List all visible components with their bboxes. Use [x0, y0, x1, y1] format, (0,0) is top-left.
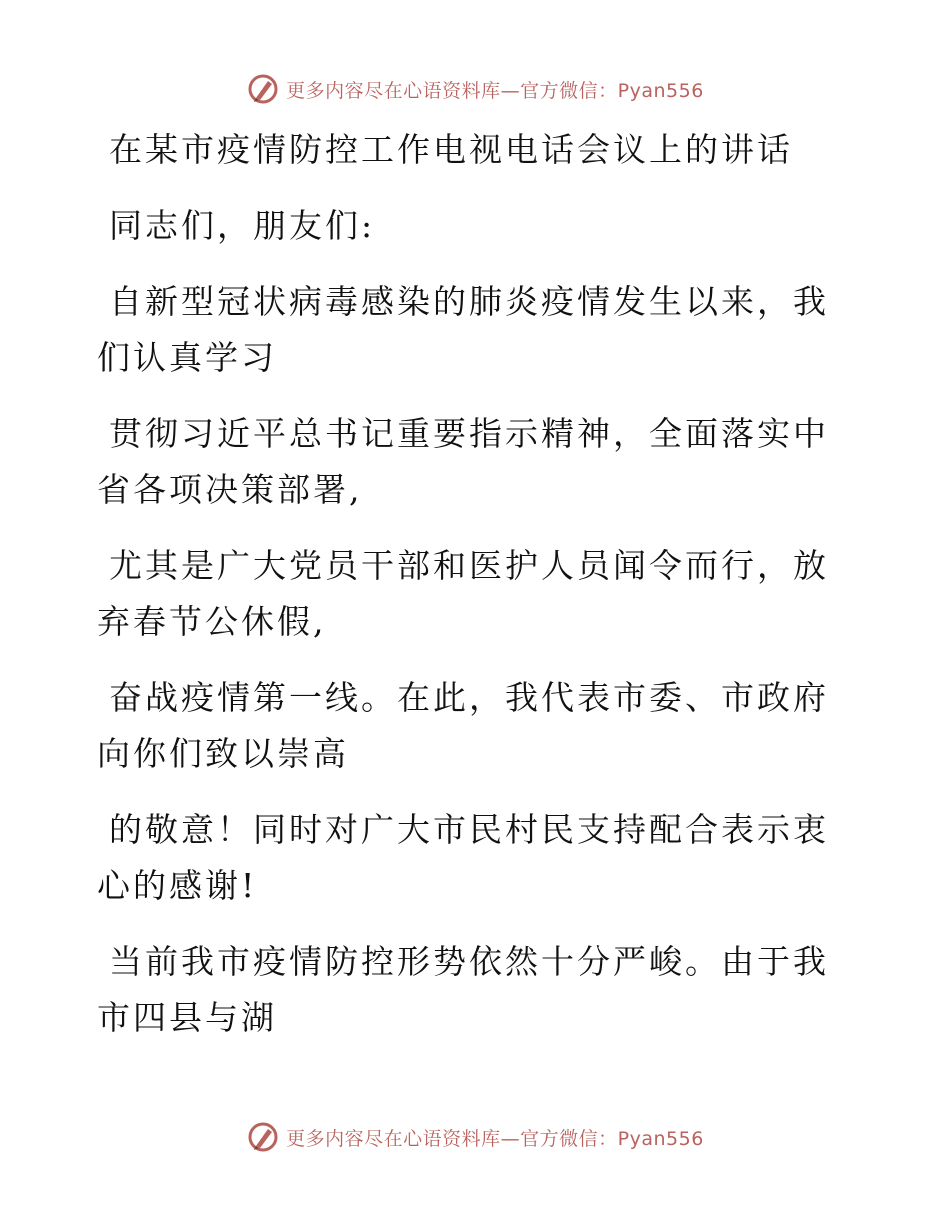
document-body	[97, 122, 832, 1066]
watermark-text: 更多内容尽在心语资料库—官方微信：Pyan556	[286, 79, 704, 102]
paragraph: 当前我市疫情防控形势依然十分严峻。由于我市四县与湖	[97, 942, 829, 1037]
paragraph: 尤其是广大党员干部和医护人员闻令而行，放弃春节公休假,	[97, 546, 829, 641]
paragraph: 的敬意！同时对广大市民村民支持配合表示衷心的感谢!	[97, 810, 829, 905]
pen-logo-icon	[246, 72, 280, 106]
paragraph: 贯彻习近平总书记重要指示精神，全面落实中省各项决策部署,	[97, 414, 829, 509]
footer-watermark	[0, 1120, 950, 1154]
paragraph: 同志们，朋友们:	[109, 206, 376, 245]
paragraph: 奋战疫情第一线。在此，我代表市委、市政府向你们致以崇高	[97, 678, 829, 773]
paragraph: 自新型冠状病毒感染的肺炎疫情发生以来，我们认真学习	[97, 282, 829, 377]
document-title: 在某市疫情防控工作电视电话会议上的讲话	[109, 130, 793, 169]
header-watermark	[0, 72, 950, 106]
watermark-text: 更多内容尽在心语资料库—官方微信：Pyan556	[286, 1127, 704, 1150]
pen-logo-icon	[246, 1120, 280, 1154]
